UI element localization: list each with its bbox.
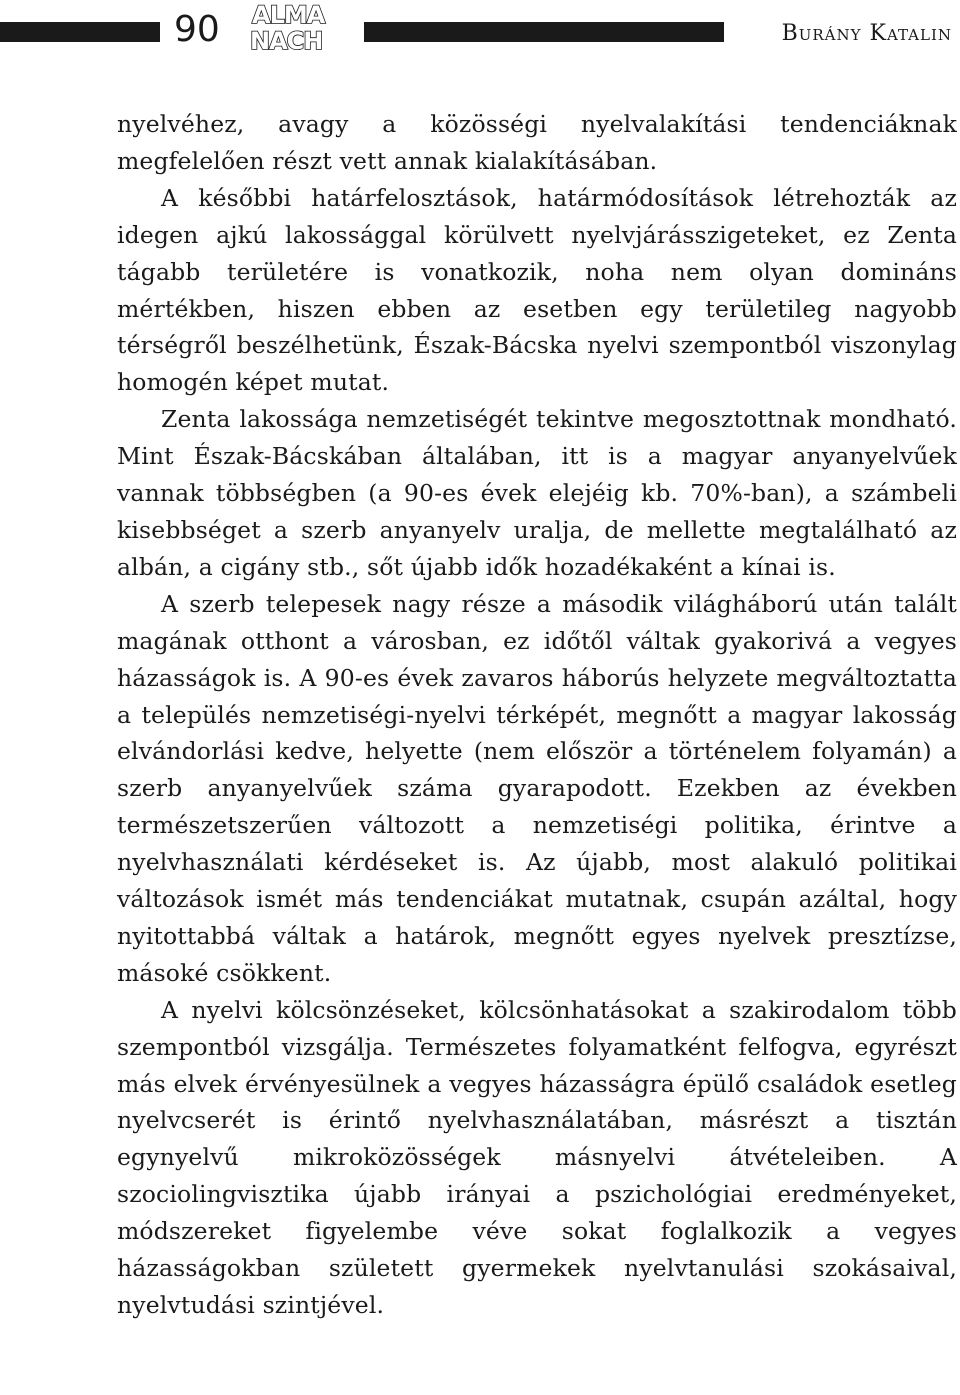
paragraph-1: nyelvéhez, avagy a közösségi nyelvalakítási tendenciáknak megfelelően részt vett annak kialakításában. [117, 110, 957, 175]
body-text [117, 106, 957, 1324]
paragraph-2: A későbbi határfelosztások, határmódosítások létrehozták az idegen ajkú lakossággal körülvett nyelvjárásszigeteket, ez Zenta tágabb területére is vonatkozik, noha nem olyan domináns mértékben, hiszen ebben az esetben egy területileg nagyobb térségről beszélhetünk, Észak-Bácska nyelvi szempontból viszonylag homogén képet mutat. [117, 183, 957, 397]
header-bar-right [364, 22, 724, 42]
almanach-logo [248, 2, 344, 60]
paragraph-4: A szerb telepesek nagy része a második világháború után talált magának otthont a városban, ez időtől váltak gyakorivá a vegyes házasságok is. A 90-es évek zavaros háborús helyzete megváltoztatta a település nemzetiségi-nyelvi térképét, megnőtt a magyar lakosság elvándorlási kedve, helyette (nem először a történelem folyamán) a szerb anyanyelvűek száma gyarapodott. Ezekben az években természetszerűen változott a nemzetiségi politika, érintve a nyelvhasználati kérdéseket is. Az újabb, most alakuló politikai változások ismét más tendenciákat mutatnak, csupán azáltal, hogy nyitottabbá váltak a határok, megnőtt egyes nyelvek presztízse, másoké csökkent. [117, 589, 957, 987]
logo-line-2: NACH [250, 27, 323, 55]
header-bar-left [0, 22, 160, 42]
page-number: 90 [174, 9, 220, 50]
page-header [0, 0, 960, 68]
paragraph-5: A nyelvi kölcsönzéseket, kölcsönhatásokat a szakirodalom több szempontból vizsgálja. Természetes folyamatként felfogva, egyrészt más elvek érvényesülnek a vegyes házasságra épülő családok esetleg nyelvcserét is érintő nyelvhasználatában, másrészt a tisztán egynyelvű mikroközösségek másnyelvi átvételeiben. A szociolingvisztika újabb irányai a pszichológiai eredményeket, módszereket figyelembe véve sokat foglalkozik a vegyes házasságokban született gyermekek nyelvtanulási szokásaival, nyelvtudási szintjével. [117, 995, 957, 1319]
paragraph-3: Zenta lakossága nemzetiségét tekintve megosztottnak mondható. Mint Észak-Bácskában általában, itt is a magyar anyanyelvűek vannak többségben (a 90-es évek elejéig kb. 70%-ban), a számbeli kisebbséget a szerb anyanyelv uralja, de mellette megtalálható az albán, a cigány stb., sőt újabb idők hozadékaként a kínai is. [117, 405, 957, 581]
logo-line-1: ALMA [252, 1, 325, 29]
running-head-author: Burány Katalin [781, 21, 952, 46]
